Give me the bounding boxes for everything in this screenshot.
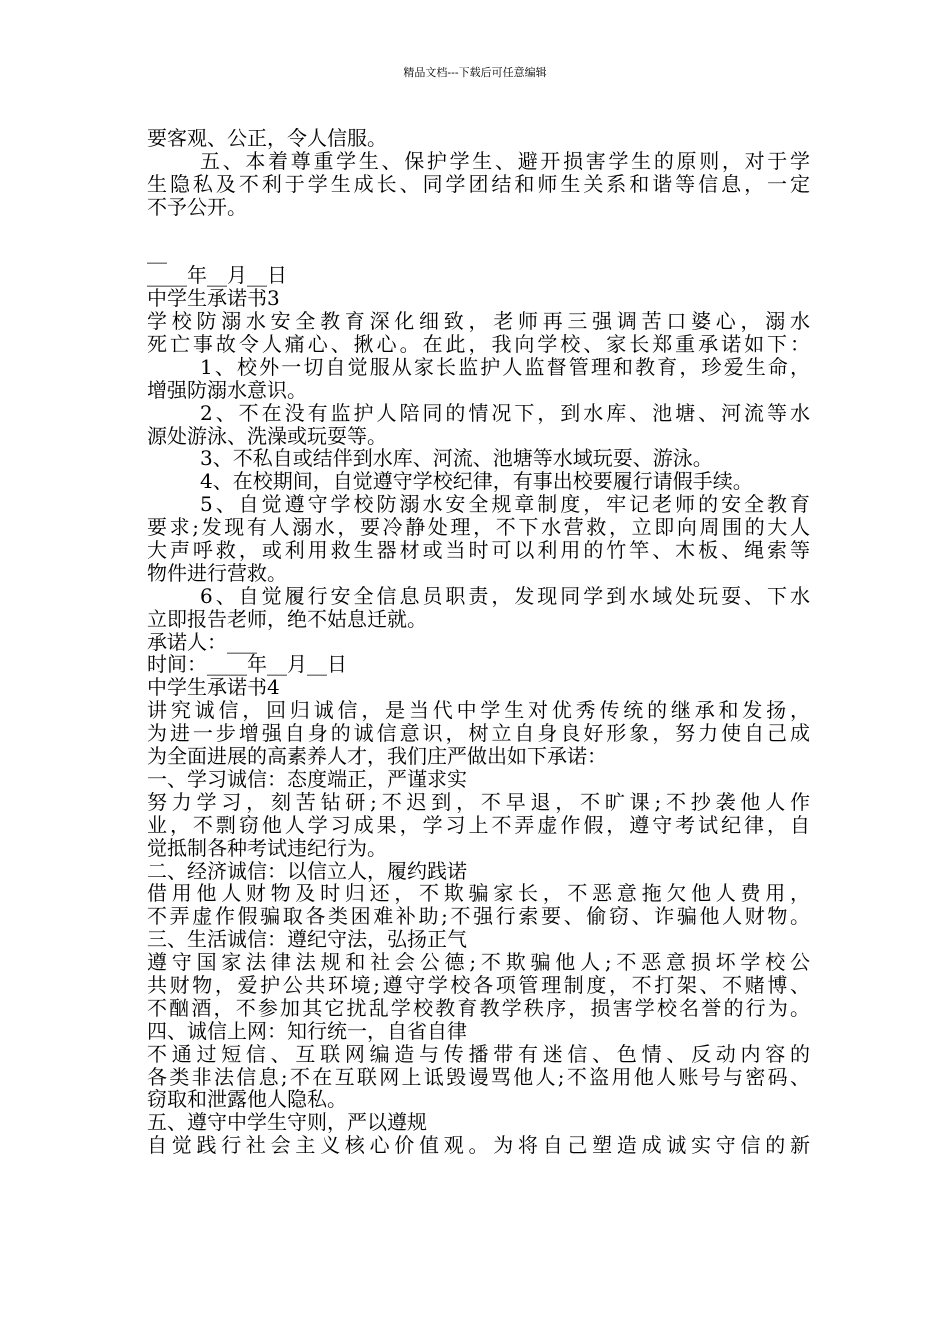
text-line: 物件进行营救。	[147, 560, 287, 585]
text-line: 6、自觉履行安全信息员职责，发现同学到水域处玩耍、下水	[200, 584, 810, 608]
text-line: 二、经济诚信：以信立人，履约践诺	[147, 858, 467, 883]
text-line: 借用他人财物及时归还，不欺骗家长，不恶意拖欠他人费用，	[147, 882, 810, 906]
text-line: 四、诚信上网：知行统一，自省自律	[147, 1018, 467, 1043]
text-line: 承诺人：___	[147, 629, 257, 654]
text-line: 2、不在没有监护人陪同的情况下，到水库、池塘、河流等水	[200, 401, 810, 425]
text-line: 为全面进展的高素养人才，我们庄严做出如下承诺：	[147, 744, 607, 769]
text-line: 要求;发现有人溺水，要冷静处理，不下水营救，立即向周围的大人	[147, 516, 810, 540]
text-line	[147, 219, 810, 242]
text-line: 为进一步增强自身的诚信意识，树立自身良好形象，努力使自己成	[147, 722, 810, 746]
text-line: 源处游泳、洗澡或玩耍等。	[147, 423, 387, 448]
text-line: 遵守国家法律法规和社会公德;不欺骗他人;不恶意损坏学校公	[147, 951, 810, 974]
text-line: 五、本着尊重学生、保护学生、避开损害学生的原则，对于学	[200, 149, 810, 173]
text-line: 学校防溺水安全教育深化细致，老师再三强调苦口婆心，溺水	[147, 310, 810, 334]
text-line: 努力学习，刻苦钻研;不迟到，不早退，不旷课;不抄袭他人作	[147, 790, 810, 814]
text-line: ____年__月__日	[147, 263, 287, 288]
text-line: 各类非法信息;不在互联网上诋毁谩骂他人;不盗用他人账号与密码、	[147, 1065, 810, 1089]
text-line: 死亡事故令人痛心、揪心。在此，我向学校、家长郑重承诺如下：	[147, 333, 810, 356]
document-body	[147, 126, 810, 1158]
text-line: 窃取和泄露他人隐私。	[147, 1087, 347, 1112]
text-line: 4、在校期间，自觉遵守学校纪律，有事出校要履行请假手续。	[200, 469, 753, 494]
text-line: 立即报告老师，绝不姑息迁就。	[147, 606, 427, 631]
text-line: 共财物，爱护公共环境;遵守学校各项管理制度，不打架、不赌博、	[147, 973, 810, 997]
text-line: 增强防溺水意识。	[147, 377, 307, 402]
text-line: 业，不剽窃他人学习成果，学习上不弄虚作假，遵守考试纪律，自	[147, 813, 810, 837]
text-line: 中学生承诺书3	[147, 286, 280, 311]
text-line: 5、自觉遵守学校防溺水安全规章制度，牢记老师的安全教育	[200, 493, 810, 517]
text-line: 不弄虚作假骗取各类困难补助;不强行索要、偷窃、诈骗他人财物。	[147, 905, 810, 929]
text-line: 时间：____年__月__日	[147, 652, 347, 677]
text-line: 不通过短信、互联网编造与传播带有迷信、色情、反动内容的	[147, 1042, 810, 1066]
text-line: 要客观、公正，令人信服。	[147, 126, 387, 150]
text-line: 觉抵制各种考试违纪行为。	[147, 835, 387, 860]
page-header: 精品文档---下载后可任意编辑	[403, 66, 547, 79]
text-line: 不酗酒，不参加其它扰乱学校教育教学秩序，损害学校名誉的行为。	[147, 996, 810, 1020]
text-line: 中学生承诺书4	[147, 675, 280, 700]
text-line: __	[147, 240, 167, 265]
text-line: 3、不私自或结伴到水库、河流、池塘等水域玩耍、游泳。	[200, 446, 713, 471]
text-line: 三、生活诚信：遵纪守法，弘扬正气	[147, 927, 467, 952]
text-line: 1、校外一切自觉服从家长监护人监督管理和教育，珍爱生命，	[200, 355, 810, 379]
text-line: 生隐私及不利于学生成长、同学团结和师生关系和谐等信息，一定	[147, 172, 810, 196]
text-line: 五、遵守中学生守则，严以遵规	[147, 1110, 427, 1135]
text-line: 自觉践行社会主义核心价值观。为将自己塑造成诚实守信的新	[147, 1134, 810, 1158]
text-line: 讲究诚信，回归诚信，是当代中学生对优秀传统的继承和发扬，	[147, 699, 810, 723]
text-line: 大声呼救，或利用救生器材或当时可以利用的竹竿、木板、绳索等	[147, 539, 810, 562]
text-line: 一、学习诚信：态度端正，严谨求实	[147, 766, 467, 791]
text-line: 不予公开。	[147, 194, 247, 219]
